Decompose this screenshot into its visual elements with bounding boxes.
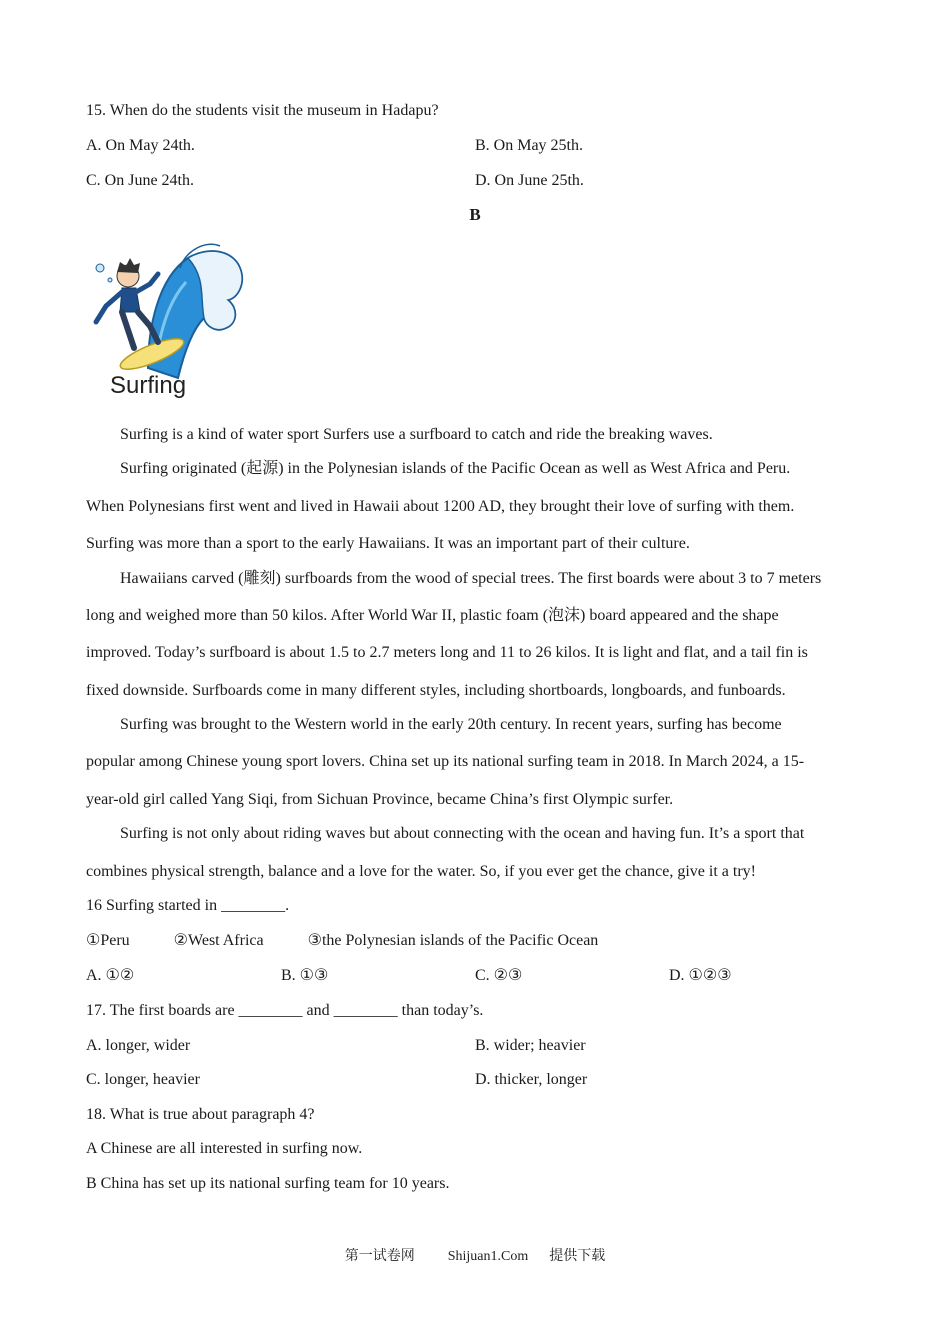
q17-option-c: C. longer, heavier	[86, 1071, 200, 1088]
q18-option-a: A Chinese are all interested in surfing now.	[86, 1140, 363, 1157]
section-heading: B	[469, 205, 481, 224]
q15-option-d: D. On June 25th.	[475, 172, 584, 189]
footer-download-text: 提供下载	[549, 1249, 606, 1264]
q18-question: 18. What is true about paragraph 4?	[86, 1106, 315, 1123]
q18-option-b: B China has set up its national surfing team for 10 years.	[86, 1175, 450, 1192]
surfer-wave-illustration	[88, 238, 248, 408]
q16-option-a: A. ①②	[86, 967, 135, 984]
q16-question: 16 Surfing started in ________.	[86, 897, 290, 914]
q15-option-c: C. On June 24th.	[86, 172, 194, 189]
passage-line: long and weighed more than 50 kilos. After World War II, plastic foam (泡沫) board appeared and the shape	[86, 607, 779, 624]
passage-line: fixed downside. Surfboards come in many different styles, including shortboards, longboards, and funboards.	[86, 682, 786, 699]
q16-option-c: C. ②③	[475, 967, 523, 984]
q16-items	[86, 931, 598, 951]
q15-question: 15. When do the students visit the museum in Hadapu?	[86, 102, 439, 119]
q16-item: ②West Africa	[173, 932, 264, 949]
footer-site-name: 第一试卷网	[344, 1249, 415, 1264]
passage-line: Surfing is not only about riding waves but about connecting with the ocean and having fun. It’s a sport that	[120, 825, 805, 842]
footer-site-url[interactable]: Shijuan1.Com	[447, 1249, 529, 1264]
q17-option-d: D. thicker, longer	[475, 1071, 588, 1088]
passage-line: improved. Today’s surfboard is about 1.5 to 2.7 meters long and 11 to 26 kilos. It is light and flat, and a tail fin is	[86, 644, 808, 661]
q17-question: 17. The first boards are ________ and ________ than today’s.	[86, 1002, 484, 1019]
passage-line: Surfing was more than a sport to the early Hawaiians. It was an important part of their culture.	[86, 535, 690, 552]
passage-line: Surfing originated (起源) in the Polynesian islands of the Pacific Ocean as well as West Africa and Peru.	[120, 460, 791, 477]
passage-line: Surfing was brought to the Western world in the early 20th century. In recent years, surfing has become	[120, 716, 782, 733]
q15-option-a: A. On May 24th.	[86, 137, 195, 154]
q15-option-b: B. On May 25th.	[475, 137, 583, 154]
q16-item: ①Peru	[86, 932, 130, 949]
q16-option-b: B. ①③	[281, 967, 329, 984]
illustration-caption: Surfing	[110, 372, 187, 399]
passage-line: year-old girl called Yang Siqi, from Sichuan Province, became China’s first Olympic surfer.	[86, 791, 674, 808]
q16-option-d: D. ①②③	[669, 967, 732, 984]
passage-line: Hawaiians carved (雕刻) surfboards from the wood of special trees. The first boards were about 3 to 7 meters	[120, 570, 822, 587]
q17-option-a: A. longer, wider	[86, 1037, 191, 1054]
passage-line: combines physical strength, balance and a love for the water. So, if you ever get the chance, give it a try!	[86, 863, 756, 880]
page-footer	[0, 1247, 950, 1267]
passage-line: popular among Chinese young sport lovers. China set up its national surfing team in 2018. In March 2024, a 15-	[86, 753, 805, 770]
q17-option-b: B. wider; heavier	[475, 1037, 586, 1054]
passage-line: Surfing is a kind of water sport Surfers use a surfboard to catch and ride the breaking waves.	[120, 426, 713, 443]
passage-line: When Polynesians first went and lived in Hawaii about 1200 AD, they brought their love of surfing with them.	[86, 498, 795, 515]
q16-item: ③the Polynesian islands of the Pacific Ocean	[307, 932, 599, 949]
